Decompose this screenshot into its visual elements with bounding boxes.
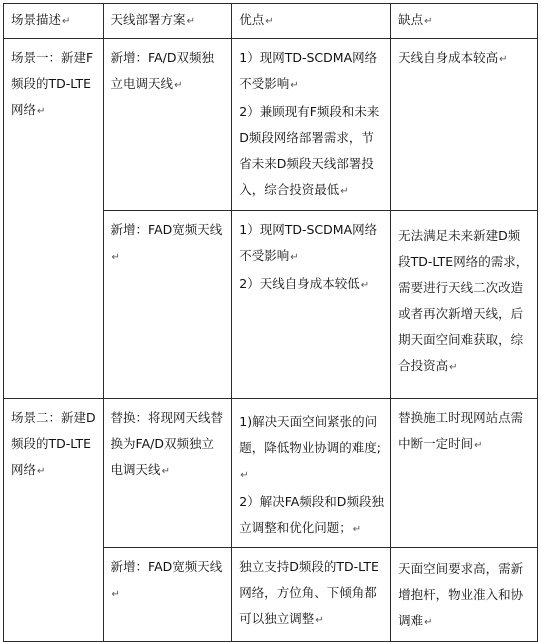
pros-cell (232, 399, 391, 548)
paragraph-mark-icon: ↵ (111, 252, 120, 263)
comparison-table (3, 3, 538, 642)
cons-text: 无法满足未来新建D频段TD-LTE网络的需求，需要进行天线二次改造或者再次新增天线，后期天面空间难获取，综合投资高 (398, 228, 529, 373)
table-row (4, 39, 538, 211)
paragraph-mark-icon: ↵ (352, 524, 362, 535)
cons-cell (391, 399, 538, 548)
scene-cell (4, 39, 104, 399)
paragraph-mark-icon: ↵ (424, 16, 433, 27)
header-pros-label: 优点 (239, 12, 265, 27)
paragraph-mark-icon: ↵ (240, 470, 249, 481)
cons-text: 替换施工时现网站点需中断一定时间 (398, 410, 524, 451)
pros-item: 2）天线自身成本较低↵ (239, 276, 370, 291)
plan-text: 新增：FA/D双频独立电调天线 (110, 50, 214, 91)
plan-text: 新增：FAD宽频天线 (110, 222, 223, 237)
pros-item: 1)解决天面空间紧张的问题，降低物业协调的难度;↵ (239, 414, 381, 481)
header-cell-cons (391, 4, 538, 39)
paragraph-mark-icon: ↵ (340, 186, 349, 197)
paragraph-mark-icon: ↵ (315, 615, 324, 626)
pros-item: 2）解决FA频段和D频段独立调整和优化问题；↵ (239, 494, 384, 535)
paragraph-mark-icon: ↵ (111, 589, 120, 600)
scene-text: 场景二：新建D频段的TD-LTE网络 (11, 410, 96, 477)
plan-text: 替换：将现网天线替换为FA/D双频独立电调天线 (110, 410, 224, 477)
paragraph-mark-icon: ↵ (290, 80, 299, 91)
paragraph-mark-icon: ↵ (290, 252, 299, 263)
table-row (4, 399, 538, 548)
cons-text: 天线自身成本较高 (398, 50, 499, 65)
paragraph-mark-icon: ↵ (37, 466, 46, 477)
paragraph-mark-icon: ↵ (265, 16, 274, 27)
paragraph-mark-icon: ↵ (37, 106, 46, 117)
header-scene-label: 场景描述 (11, 12, 62, 27)
header-cell-plan (103, 4, 232, 39)
plan-cell (103, 211, 232, 399)
scene-text: 场景一：新建F频段的TD-LTE网络 (11, 50, 94, 117)
cons-cell (391, 39, 538, 211)
paragraph-mark-icon: ↵ (186, 16, 195, 27)
scene-cell (4, 399, 104, 642)
plan-cell (103, 39, 232, 211)
pros-item: 1）现网TD-SCDMA网络不受影响↵ (239, 222, 378, 263)
paragraph-mark-icon: ↵ (449, 362, 458, 373)
paragraph-mark-icon: ↵ (424, 617, 433, 628)
paragraph-mark-icon: ↵ (360, 280, 370, 291)
table-header-row (4, 4, 538, 39)
pros-cell (232, 39, 391, 211)
header-cons-label: 缺点 (398, 12, 424, 27)
paragraph-mark-icon: ↵ (62, 16, 71, 27)
cons-cell (391, 211, 538, 399)
header-cell-pros (232, 4, 391, 39)
pros-item: 1）现网TD-SCDMA网络不受影响↵ (239, 50, 378, 91)
paragraph-mark-icon: ↵ (474, 440, 483, 451)
pros-cell (232, 211, 391, 399)
paragraph-mark-icon: ↵ (499, 54, 508, 65)
cons-cell (391, 548, 538, 642)
plan-text: 新增：FAD宽频天线 (110, 559, 223, 574)
cons-text: 天面空间要求高，需新增抱杆，物业准入和协调难 (398, 561, 524, 628)
plan-cell (103, 399, 232, 548)
pros-item: 独立支持D频段的TD-LTE网络，方位角、下倾角都可以独立调整↵ (239, 559, 379, 626)
pros-cell (232, 548, 391, 642)
paragraph-mark-icon: ↵ (174, 80, 183, 91)
pros-item: 2）兼顾现有F频段和未来D频段网络部署需求，节省未来D频段天线部署投入，综合投资最低↵ (239, 104, 380, 197)
header-plan-label: 天线部署方案 (110, 12, 186, 27)
paragraph-mark-icon: ↵ (161, 466, 170, 477)
plan-cell (103, 548, 232, 642)
header-cell-scene (4, 4, 104, 39)
